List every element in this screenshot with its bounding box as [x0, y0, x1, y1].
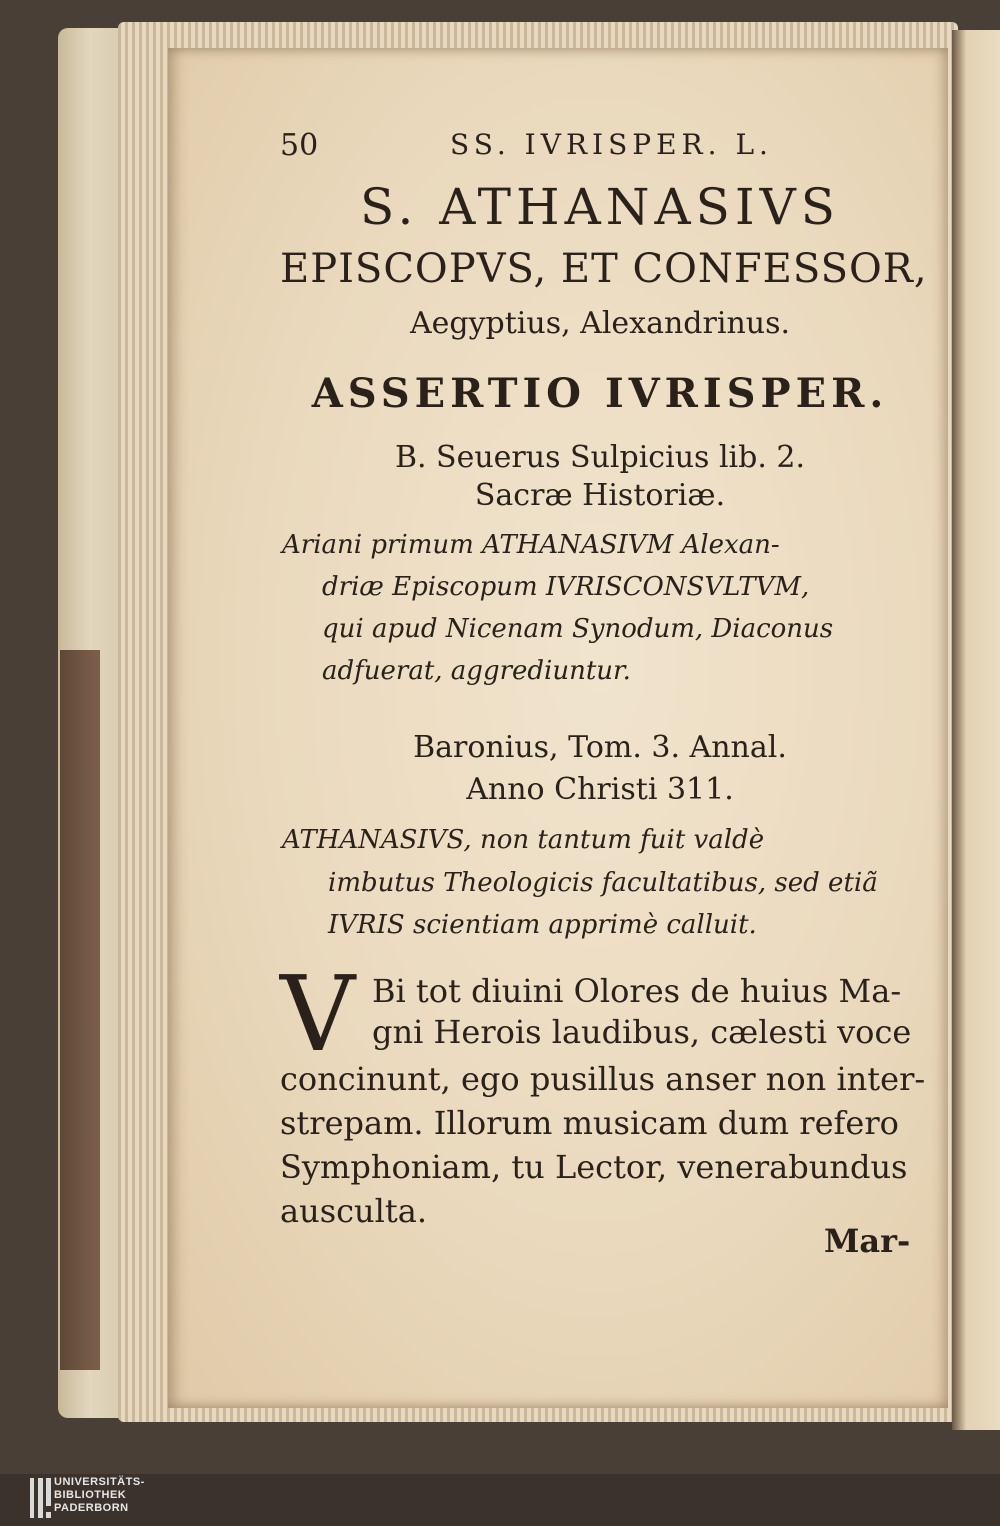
body-line: ausculta. [280, 1192, 427, 1230]
running-head: SS. IVRISPER. L. [450, 128, 773, 161]
library-name [54, 1476, 145, 1515]
body-line: gni Herois laudibus, cælesti voce [372, 1013, 912, 1051]
source-citation-1a: B. Seuerus Sulpicius lib. 2. [394, 440, 806, 475]
quote-1-line: Ariani primum ATHANASIVM Alexan- [282, 530, 780, 560]
quote-1-line: driæ Episcopum IVRISCONSVLTVM, [322, 572, 810, 602]
quote-1-line: qui apud Nicenam Synodum, Diaconus [322, 614, 834, 644]
library-name-line-1: UNIVERSITÄTS- [54, 1476, 145, 1488]
quote-2-line: ATHANASIVS, non tantum fuit valdè [282, 825, 765, 855]
library-name-line-3: PADERBORN [54, 1502, 129, 1514]
footer-bar [0, 1474, 1000, 1526]
library-logo-icon [30, 1478, 44, 1518]
body-line: Symphoniam, tu Lector, venerabundus [280, 1148, 908, 1186]
title-line-4: ASSERTIO IVRISPER. [311, 370, 889, 417]
page-number: 50 [280, 128, 319, 163]
body-line: Bi tot diuini Olores de huius Ma- [372, 972, 902, 1010]
title-line-1: S. ATHANASIVS [360, 178, 840, 236]
quote-2-line: IVRIS scientiam apprimè calluit. [328, 910, 757, 940]
drop-cap: V [280, 953, 356, 1075]
book-spine-shadow [60, 650, 100, 1370]
source-citation-1b: Sacræ Historiæ. [474, 478, 726, 513]
quote-2-line: imbutus Theologicis facultatibus, sed etiã [328, 868, 878, 898]
quote-1-line: adfuerat, aggrediuntur. [322, 656, 631, 686]
source-citation-2a: Baronius, Tom. 3. Annal. [413, 730, 787, 765]
source-citation-2b: Anno Christi 311. [466, 772, 734, 807]
title-line-3: Aegyptius, Alexandrinus. [409, 306, 791, 341]
title-line-2: EPISCOPVS, ET CONFESSOR, [280, 246, 928, 292]
body-line: strepam. Illorum musicam dum refero [280, 1104, 899, 1142]
catchword: Mar- [824, 1222, 911, 1260]
library-name-line-2: BIBLIOTHEK [54, 1489, 127, 1501]
body-line: concinunt, ego pusillus anser non inter- [280, 1060, 926, 1098]
facing-page-edge [952, 30, 1000, 1430]
